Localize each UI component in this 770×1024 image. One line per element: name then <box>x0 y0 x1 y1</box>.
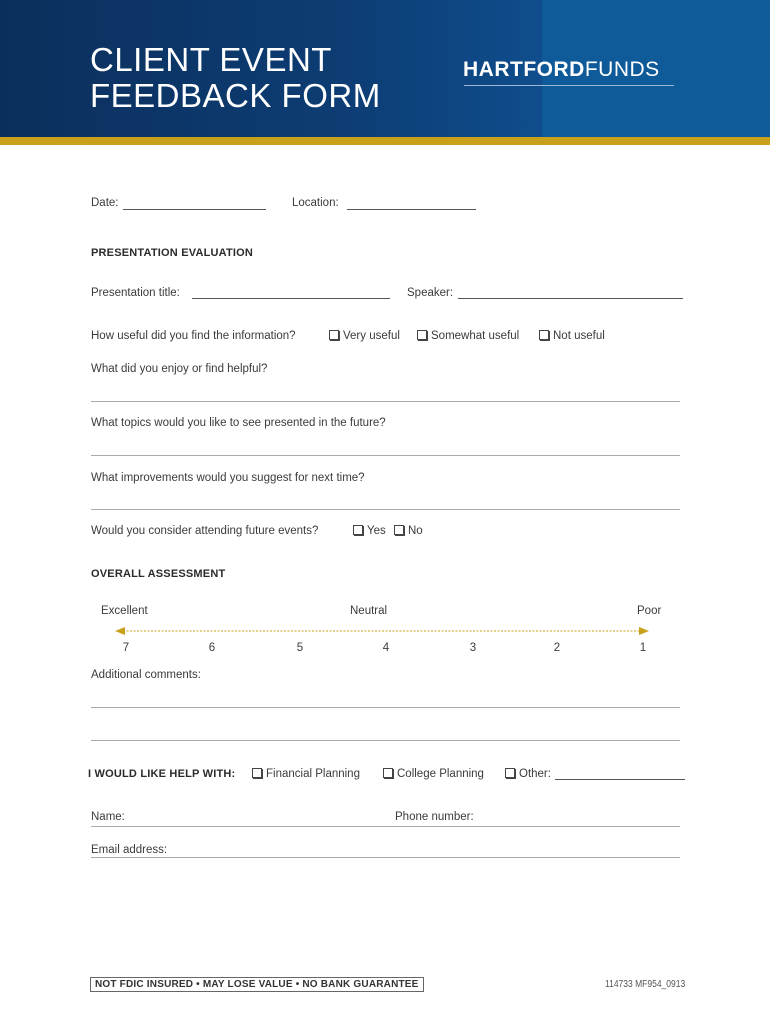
presentation-title-field[interactable] <box>192 298 390 299</box>
option-label: Other: <box>519 768 551 780</box>
useful-question: How useful did you find the information? <box>91 330 296 342</box>
option-label: Financial Planning <box>266 768 360 780</box>
checkbox-icon[interactable] <box>417 330 427 340</box>
option-other[interactable] <box>505 768 551 780</box>
checkbox-icon[interactable] <box>252 768 262 778</box>
option-very-useful[interactable] <box>329 330 400 342</box>
scale-1[interactable]: 1 <box>639 642 647 654</box>
fdic-disclaimer: NOT FDIC INSURED • MAY LOSE VALUE • NO BANK GUARANTEE <box>90 977 424 992</box>
option-label: No <box>408 525 423 537</box>
enjoy-question: What did you enjoy or find helpful? <box>91 363 268 375</box>
speaker-field[interactable] <box>458 298 683 299</box>
page-title <box>90 42 381 114</box>
gold-divider <box>0 137 770 145</box>
scale-label-excellent: Excellent <box>101 605 148 617</box>
logo-bold: HARTFORD <box>463 58 585 81</box>
scale-4[interactable]: 4 <box>382 642 390 654</box>
topics-answer-line[interactable] <box>91 455 680 456</box>
improvements-answer-line[interactable] <box>91 509 680 510</box>
scale-7[interactable]: 7 <box>122 642 130 654</box>
form-code: 114733 MF954_0913 <box>605 979 686 990</box>
checkbox-icon[interactable] <box>539 330 549 340</box>
option-college-planning[interactable] <box>383 768 484 780</box>
checkbox-icon[interactable] <box>394 525 404 535</box>
logo-underline <box>464 85 674 86</box>
title-line-2: FEEDBACK FORM <box>90 77 381 114</box>
name-phone-line[interactable] <box>91 826 680 827</box>
option-label: Not useful <box>553 330 605 342</box>
checkbox-icon[interactable] <box>383 768 393 778</box>
location-field[interactable] <box>347 209 476 210</box>
logo-light: FUNDS <box>584 58 660 81</box>
option-label: College Planning <box>397 768 484 780</box>
attend-question: Would you consider attending future events? <box>91 525 319 537</box>
email-label: Email address: <box>91 844 168 856</box>
scale-3[interactable]: 3 <box>469 642 477 654</box>
topics-question: What topics would you like to see presented in the future? <box>91 417 386 429</box>
checkbox-icon[interactable] <box>505 768 515 778</box>
scale-2[interactable]: 2 <box>553 642 561 654</box>
option-not-useful[interactable] <box>539 330 605 342</box>
email-line[interactable] <box>91 857 680 858</box>
comments-line-1[interactable] <box>91 707 680 708</box>
help-with-label: I WOULD LIKE HELP WITH: <box>88 768 236 780</box>
scale-6[interactable]: 6 <box>208 642 216 654</box>
comments-line-2[interactable] <box>91 740 680 741</box>
name-label: Name: <box>91 811 125 823</box>
checkbox-icon[interactable] <box>329 330 339 340</box>
option-yes[interactable] <box>353 525 386 537</box>
checkbox-icon[interactable] <box>353 525 363 535</box>
rating-scale-arrow <box>115 624 650 638</box>
overall-assessment-heading: OVERALL ASSESSMENT <box>91 568 226 580</box>
scale-5[interactable]: 5 <box>296 642 304 654</box>
presentation-title-label: Presentation title: <box>91 287 180 299</box>
other-field[interactable] <box>555 779 685 780</box>
option-no[interactable] <box>394 525 423 537</box>
option-label: Very useful <box>343 330 400 342</box>
option-label: Yes <box>367 525 386 537</box>
presentation-evaluation-heading: PRESENTATION EVALUATION <box>91 247 254 259</box>
enjoy-answer-line[interactable] <box>91 401 680 402</box>
hartford-funds-logo <box>463 58 660 82</box>
title-line-1: CLIENT EVENT <box>90 41 332 78</box>
scale-label-neutral: Neutral <box>350 605 388 617</box>
date-field[interactable] <box>123 209 266 210</box>
phone-label: Phone number: <box>395 811 474 823</box>
additional-comments-label: Additional comments: <box>91 669 201 681</box>
option-label: Somewhat useful <box>431 330 520 342</box>
location-label: Location: <box>292 197 339 209</box>
scale-label-poor: Poor <box>637 605 662 617</box>
speaker-label: Speaker: <box>407 287 454 299</box>
improvements-question: What improvements would you suggest for next time? <box>91 472 365 484</box>
option-financial-planning[interactable] <box>252 768 360 780</box>
date-label: Date: <box>91 197 119 209</box>
option-somewhat-useful[interactable] <box>417 330 519 342</box>
